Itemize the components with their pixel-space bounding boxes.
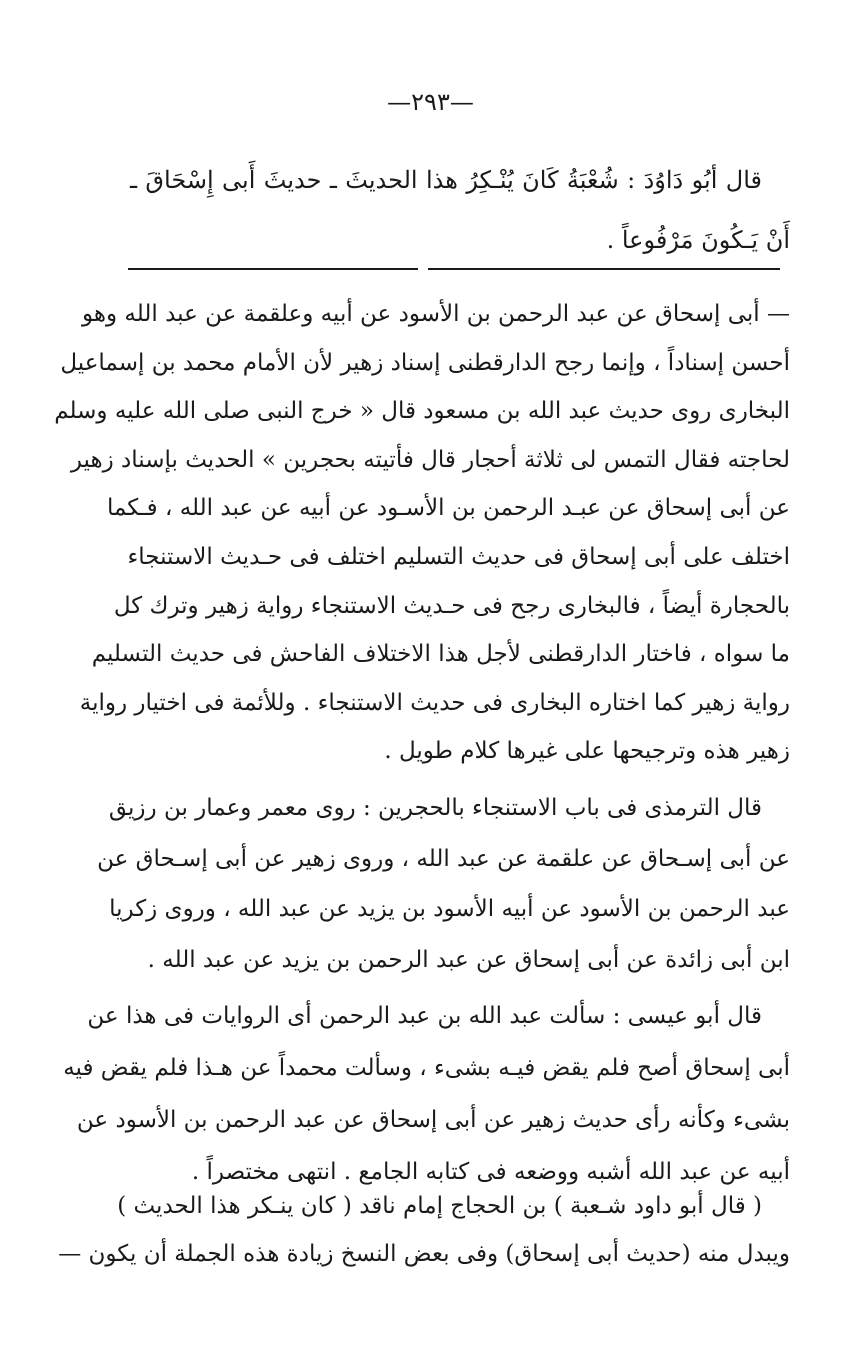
page-number: —٢٩٣—: [387, 88, 474, 116]
footnote-line: البخارى روى حديث عبد الله بن مسعود قال « خرج النبى صلى الله عليه وسلم: [54, 398, 790, 425]
footnote-line: ما سواه ، فاختار الدارقطنى لأجل هذا الاختلاف الفاحش فى حديث التسليم: [91, 641, 790, 668]
footnote-line: أحسن إسناداً ، وإنما رجح الدارقطنى إسناد زهير لأن الأمام محمد بن إسماعيل: [60, 349, 790, 376]
footnote-block: [63, 990, 790, 1198]
footnote-line: عن أبى إسـحاق عن علقمة عن عبد الله ، وروى زهير عن أبى إسـحاق عن: [97, 845, 790, 872]
footnote-line: لحاجته فقال التمس لى ثلاثة أحجار قال فأتيته بحجرين » الحديث بإسناد زهير: [70, 446, 790, 473]
footnote-line: قال الترمذى فى باب الاستنجاء بالحجرين : روى معمر وعمار بن رزيق: [108, 795, 762, 821]
footnote-line: اختلف على أبى إسحاق فى حديث التسليم اختلف فى حـديث الاستنجاء: [127, 543, 790, 570]
footnote-block: [97, 783, 790, 985]
footnote-line: ( قال أبو داود شـعبة ) بن الحجاج إمام ناقد ( كان ينـكر هذا الحديث ): [117, 1193, 762, 1219]
footnote-separator-right: [428, 268, 780, 270]
footnote-line: زهير هذه وترجيحها على غيرها كلام طويل .: [384, 738, 790, 765]
footnote-line: عن أبى إسحاق عن عبـد الرحمن بن الأسـود عن أبيه عن عبد الله ، فـكما: [106, 495, 790, 522]
footnote-line: عبد الرحمن بن الأسود عن أبيه الأسود بن يزيد عن عبد الله ، وروى زكريا: [109, 896, 790, 922]
footnote-line: رواية زهير كما اختاره البخارى فى حديث الاستنجاء . وللأئمة فى اختيار رواية: [79, 689, 790, 716]
footnote-separator-left: [128, 268, 418, 270]
footnote-block: [54, 290, 790, 776]
footnote-block: [58, 1182, 790, 1278]
footnote-line: ويبدل منه (حديث أبى إسحاق) وفى بعض النسخ زيادة هذه الجملة أن يكون —: [58, 1241, 790, 1267]
main-text-line: أَنْ يَـكُونَ مَرْفُوعاً .: [606, 226, 790, 254]
main-text: [130, 150, 790, 270]
footnote-line: أبى إسحاق أصح فلم يقض فيـه بشىء ، وسألت محمداً عن هـذا فلم يقض فيه: [63, 1055, 790, 1081]
footnote-line: بالحجارة أيضاً ، فالبخارى رجح فى حـديث الاستنجاء رواية زهير وترك كل: [113, 592, 790, 619]
footnote-line: ابن أبى زائدة عن أبى إسحاق عن عبد الرحمن بن يزيد عن عبد الله .: [147, 946, 790, 973]
footnote-line: — أبى إسحاق عن عبد الرحمن بن الأسود عن أبيه وعلقمة عن عبد الله وهو: [81, 301, 790, 327]
footnote-line: بشىء وكأنه رأى حديث زهير عن أبى إسحاق عن عبد الرحمن بن الأسود عن: [76, 1107, 790, 1133]
main-text-line: قال أبُو دَاوُدَ : شُعْبَةُ كَانَ يُنْـكِرُ هذا الحديثَ ـ حديثَ أَبى إِسْحَاقَ ـ: [130, 166, 762, 194]
footnote-line: قال أبو عيسى : سألت عبد الله بن عبد الرحمن أى الروايات فى هذا عن: [87, 1003, 762, 1029]
footnote-line: أبيه عن عبد الله أشبه ووضعه فى كتابه الجامع . انتهى مختصراً .: [191, 1159, 790, 1185]
